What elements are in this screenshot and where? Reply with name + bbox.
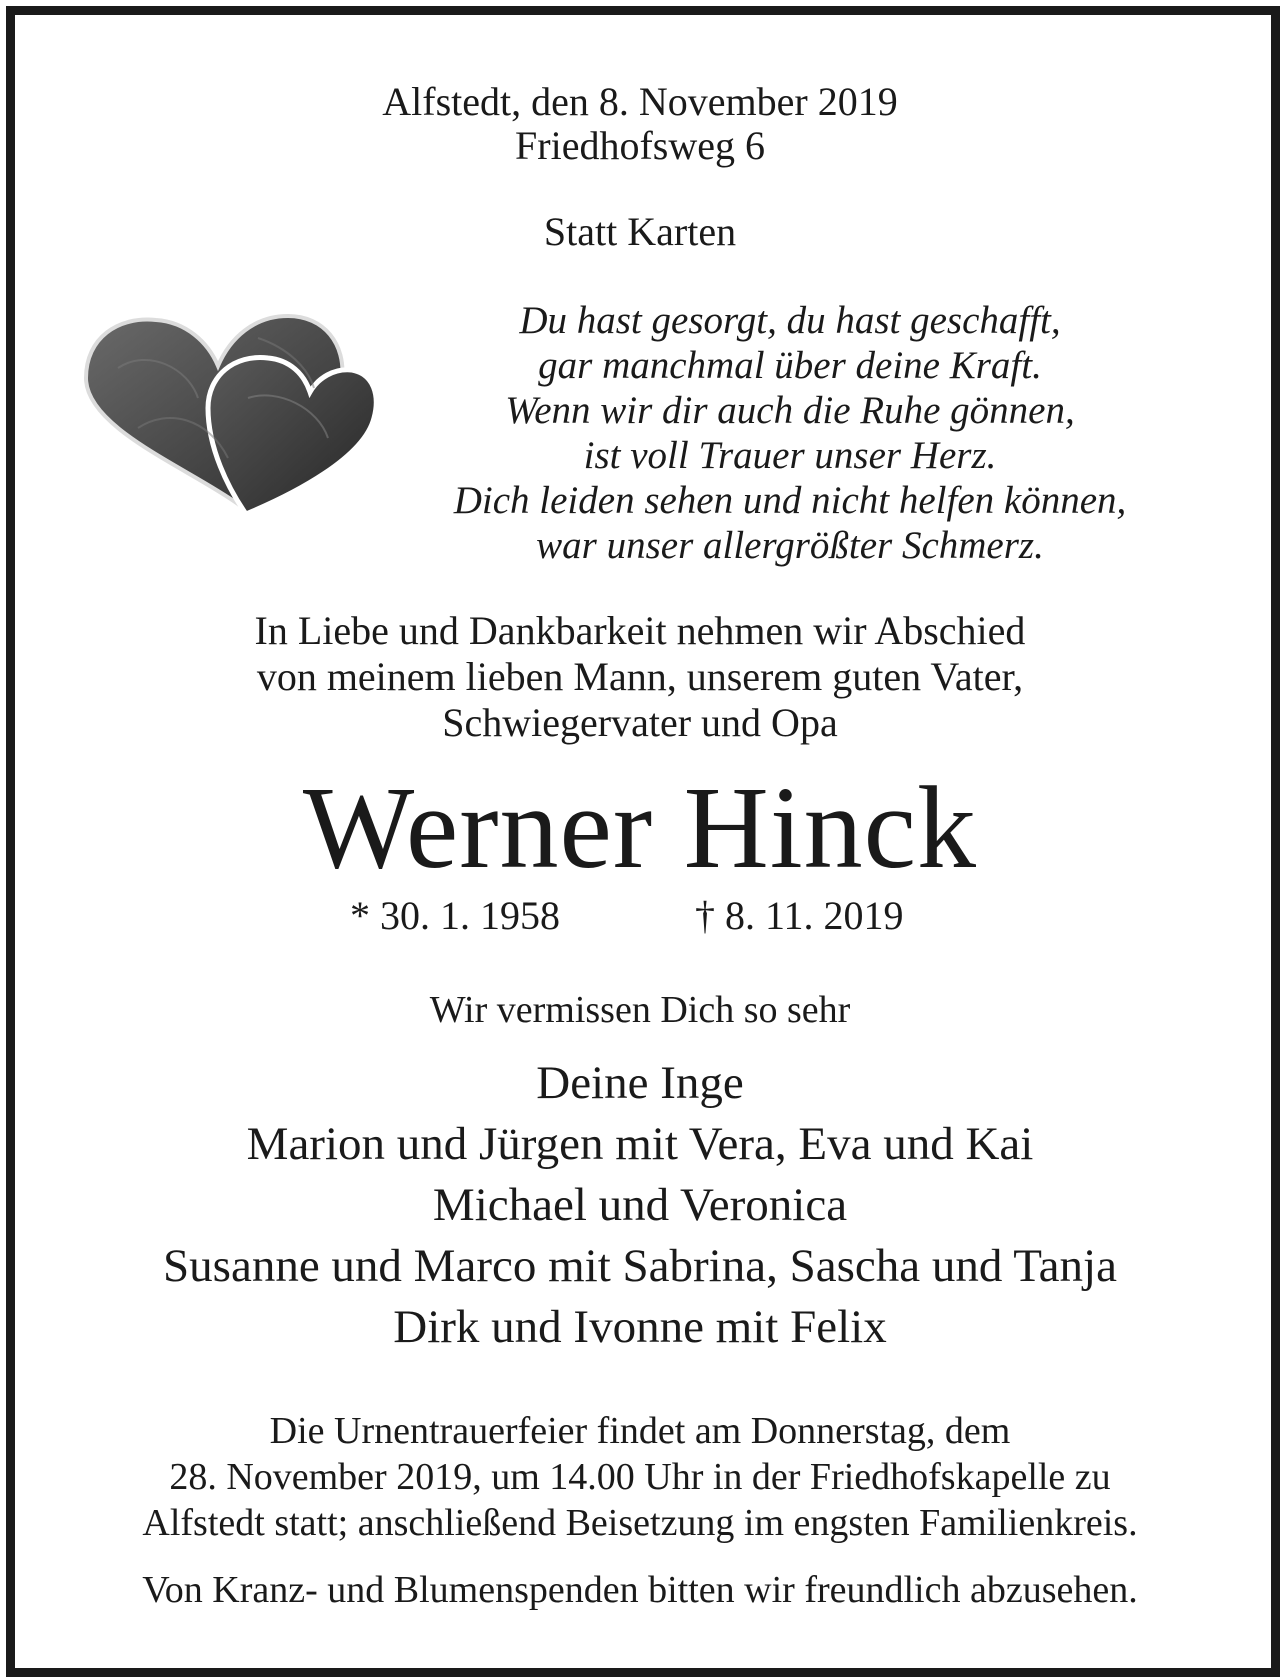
death-date: † 8. 11. 2019: [695, 893, 904, 938]
intro-line: von meinem lieben Mann, unserem guten Vater,: [256, 654, 1024, 699]
poem-line: ist voll Trauer unser Herz.: [583, 434, 997, 477]
place-date: Alfstedt, den 8. November 2019: [382, 79, 898, 124]
poem-line: Du hast gesorgt, du hast geschafft,: [519, 299, 1061, 342]
ceremony-line: 28. November 2019, um 14.00 Uhr in der Friedhofskapelle zu: [169, 1456, 1111, 1498]
statt-karten: Statt Karten: [543, 209, 737, 254]
deceased-name: Werner Hinck: [302, 762, 978, 893]
family-line: Marion und Jürgen mit Vera, Eva und Kai: [246, 1118, 1034, 1170]
family-line: Michael und Veronica: [432, 1179, 848, 1231]
address: Friedhofsweg 6: [515, 123, 765, 168]
flowers-note: Von Kranz- und Blumenspenden bitten wir freundlich abzusehen.: [142, 1569, 1138, 1611]
intro-line: Schwiegervater und Opa: [442, 700, 838, 745]
poem-line: Dich leiden sehen und nicht helfen können,: [453, 479, 1127, 522]
family-line: Susanne und Marco mit Sabrina, Sascha und Tanja: [163, 1240, 1117, 1292]
intro-line: In Liebe und Dankbarkeit nehmen wir Abschied: [254, 608, 1026, 653]
family-line: Dirk und Ivonne mit Felix: [393, 1301, 887, 1353]
poem-line: gar manchmal über deine Kraft.: [538, 344, 1042, 387]
ceremony-line: Die Urnentrauerfeier findet am Donnerstag, dem: [269, 1410, 1011, 1452]
family-line: Deine Inge: [536, 1057, 744, 1109]
poem-line: Wenn wir dir auch die Ruhe gönnen,: [505, 389, 1075, 432]
poem-line: war unser allergrößter Schmerz.: [536, 524, 1044, 567]
birth-date: * 30. 1. 1958: [350, 893, 560, 938]
ceremony-line: Alfstedt statt; anschließend Beisetzung im engsten Familienkreis.: [142, 1502, 1138, 1544]
miss-line: Wir vermissen Dich so sehr: [429, 989, 851, 1031]
two-hearts-icon: [78, 308, 380, 520]
